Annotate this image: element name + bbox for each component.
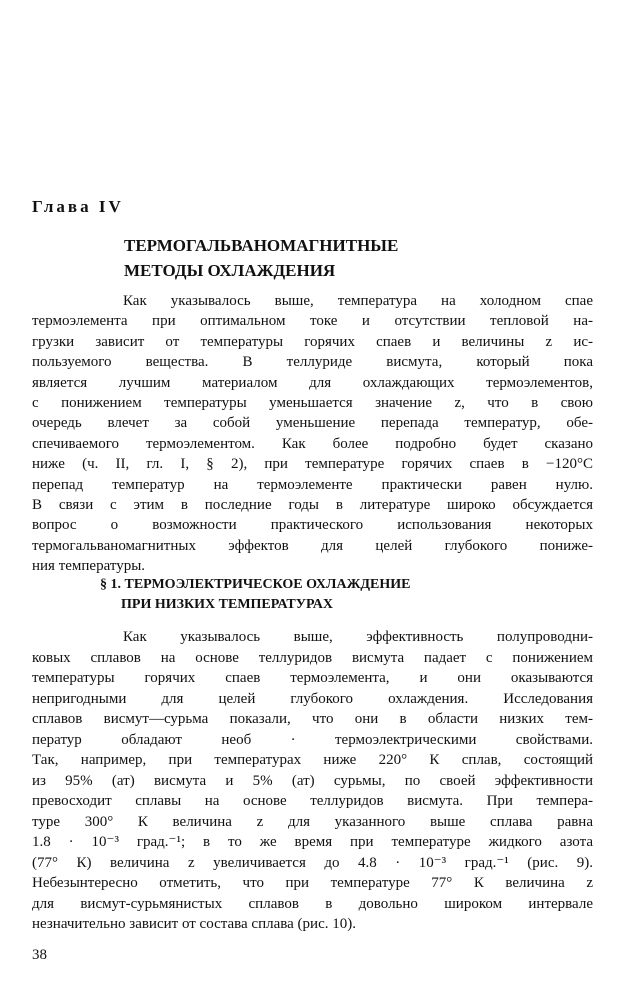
text-line: Как указывалось выше, эффективность полупроводни- (123, 629, 593, 645)
text-line: Как указывалось выше, температура на холодном спае (123, 293, 593, 309)
paragraph-intro (32, 291, 593, 577)
paragraph-section-1 (32, 627, 593, 935)
text-line: В связи с этим в последние годы в литературе широко обсуждается (32, 497, 593, 514)
text-line: температуры горячих спаев термоэлемента, и они оказываются (32, 670, 593, 686)
text-line: грузки зависит от температуры горячих спаев и величины z ис- (32, 333, 593, 350)
text-line: вопрос о возможности практического использования некоторых (32, 517, 593, 534)
text-line: 1.8 · 10⁻³ град.⁻¹; в то же время при температуре жидкого азота (32, 834, 593, 850)
text-line: Небезынтересно отметить, что при температуре 77° К величина z (32, 875, 593, 891)
text-line: для висмут-сурьмянистых сплавов в довольно широком интервале (32, 895, 593, 912)
text-line: туре 300° К величина z для указанного выше сплава равна (32, 813, 593, 830)
text-line: спечиваемого термоэлементом. Как более подробно будет сказано (32, 435, 593, 452)
text-line: ниже (ч. II, гл. I, § 2), при температуре горячих спаев в −120°С (32, 456, 593, 473)
chapter-title (124, 233, 398, 283)
text-line: сплавов висмут—сурьма показали, что они в области низких тем- (32, 711, 593, 727)
section-heading (100, 575, 411, 615)
text-line: пользуемого вещества. В теллуриде висмута, который пока (32, 354, 593, 371)
page-number: 38 (32, 947, 47, 963)
section-heading-line: § 1. ТЕРМОЭЛЕКТРИЧЕСКОЕ ОХЛАЖДЕНИЕ (100, 577, 411, 592)
text-line: Так, например, при температурах ниже 220° К сплав, состоящий (32, 752, 593, 768)
chapter-label: Глава IV (32, 197, 124, 216)
chapter-title-line: ТЕРМОГАЛЬВАНОМАГНИТНЫЕ (124, 236, 399, 255)
text-line: ковых сплавов на основе теллуридов висмута падает с понижением (32, 649, 593, 666)
text-line: является лучшим материалом для охлаждающих термоэлементов, (32, 374, 593, 391)
text-line: (77° К) величина z увеличивается до 4.8 · 10⁻³ град.⁻¹ (рис. 9). (32, 854, 593, 871)
text-line: ператур обладают необ · термоэлектрическими свойствами. (32, 731, 593, 748)
text-line: непригодными для целей глубокого охлаждения. Исследования (32, 690, 593, 707)
text-line: термоэлемента при оптимальном токе и отсутствии тепловой на- (32, 313, 593, 330)
chapter-title-line: МЕТОДЫ ОХЛАЖДЕНИЯ (124, 261, 336, 280)
text-line: термогальваномагнитных эффектов для целей глубокого пониже- (32, 537, 593, 554)
section-heading-line: ПРИ НИЗКИХ ТЕМПЕРАТУРАХ (121, 597, 334, 612)
text-line: из 95% (ат) висмута и 5% (ат) сурьмы, по своей эффективности (32, 772, 593, 789)
text-line: перепад температур на термоэлементе практически равен нулю. (32, 476, 593, 493)
text-line: с понижением температуры уменьшается значение z, что в свою (32, 395, 593, 412)
text-line: незначительно зависит от состава сплава (рис. 10). (32, 916, 356, 932)
text-line: ния температуры. (32, 558, 146, 575)
text-line: очередь влечет за собой уменьшение перепада температур, обе- (32, 415, 593, 432)
text-line: превосходит сплавы на основе теллуридов висмута. При темпера- (32, 793, 593, 809)
